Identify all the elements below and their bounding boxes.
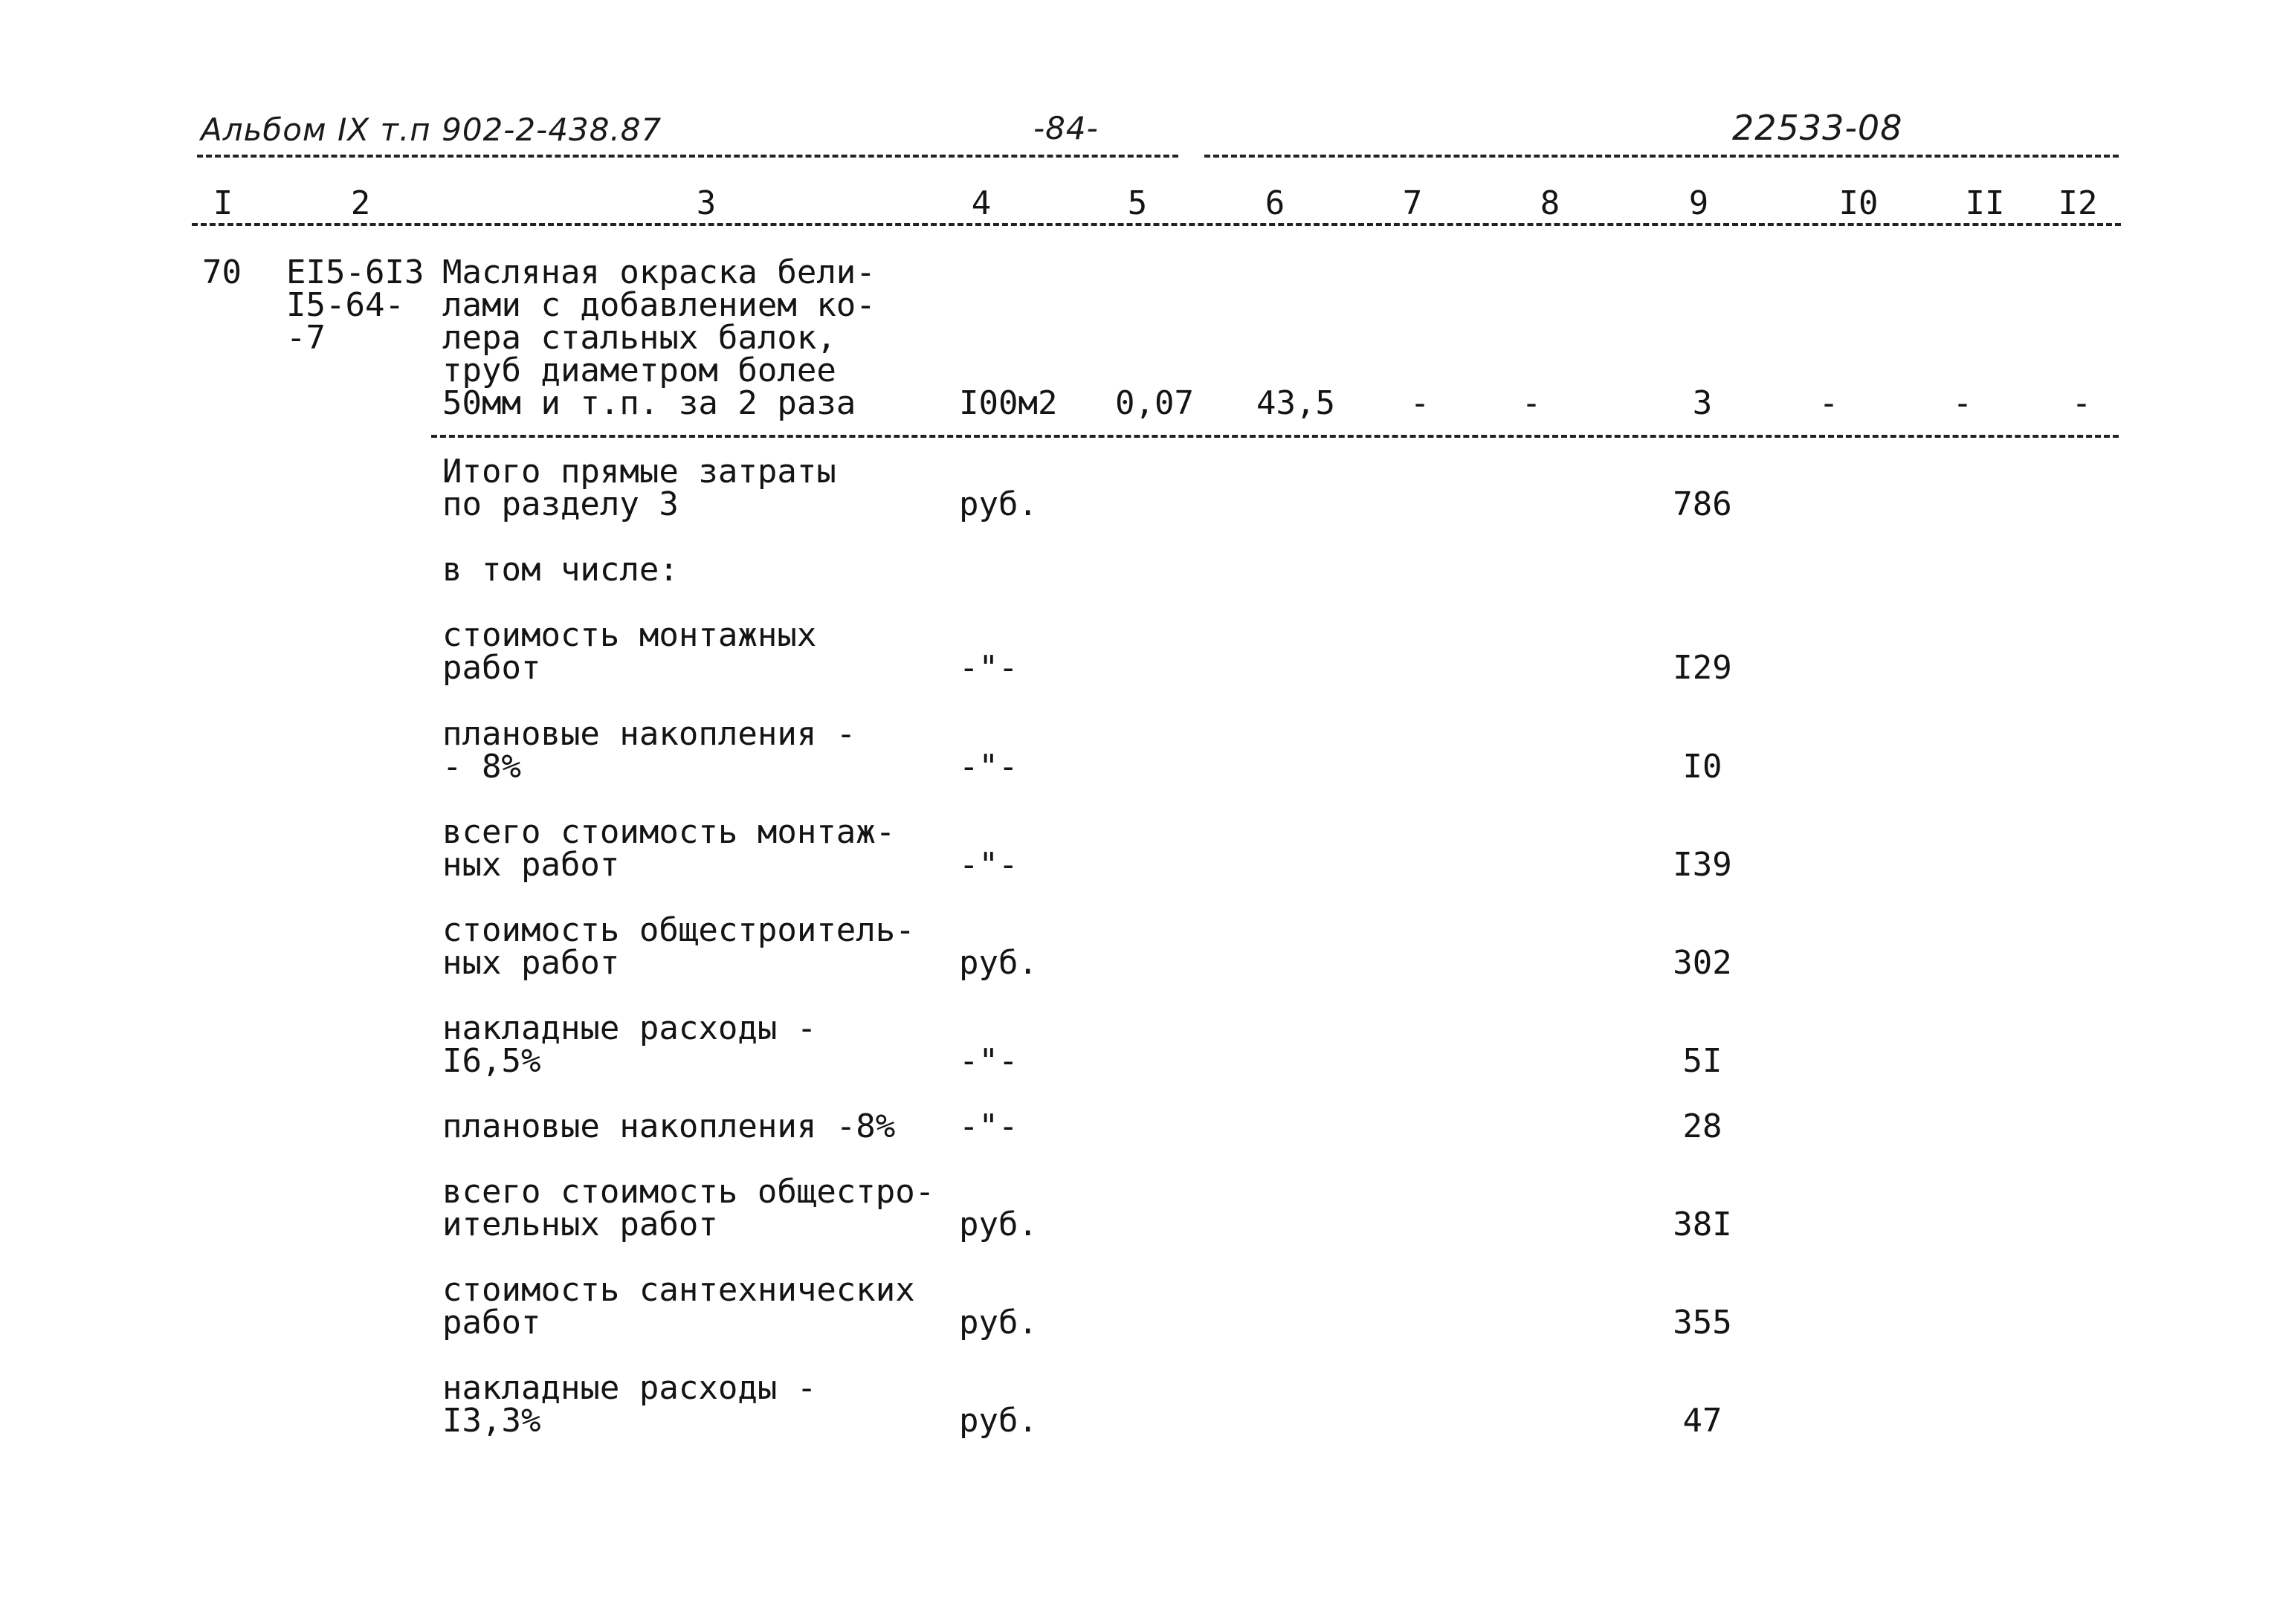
summary-label: по разделу 3 bbox=[442, 485, 679, 523]
summary-unit: -"- bbox=[959, 1042, 1018, 1080]
summary-label: Итого прямые затраты bbox=[442, 453, 836, 491]
column-header: 9 bbox=[1688, 184, 1709, 222]
item-col8: - bbox=[1521, 384, 1542, 422]
summary-value: I39 bbox=[1673, 846, 1732, 884]
summary-unit: -"- bbox=[959, 649, 1018, 687]
column-header: 5 bbox=[1127, 184, 1148, 222]
item-code: EI5-6I3 bbox=[286, 253, 424, 291]
summary-unit: -"- bbox=[959, 1107, 1018, 1145]
item-col12: - bbox=[2071, 384, 2092, 422]
summary-unit: руб. bbox=[959, 485, 1038, 523]
summary-value: 5I bbox=[1682, 1042, 1722, 1080]
summary-label: стоимость сантехнических bbox=[442, 1271, 915, 1309]
summary-label: накладные расходы - bbox=[442, 1009, 817, 1047]
item-number: 70 bbox=[202, 253, 242, 291]
summary-value: 38I bbox=[1673, 1206, 1732, 1243]
summary-value: 302 bbox=[1673, 944, 1732, 982]
summary-label: работ bbox=[442, 649, 541, 687]
album-reference: Альбом IX т.п 902-2-438.87 bbox=[201, 111, 662, 148]
item-code: -7 bbox=[286, 319, 326, 357]
item-unit: I00м2 bbox=[959, 384, 1058, 422]
item-description: Масляная окраска бели- bbox=[442, 253, 876, 291]
summary-value: 28 bbox=[1682, 1107, 1722, 1145]
summary-label: ительных работ bbox=[442, 1206, 718, 1243]
column-header: I2 bbox=[2058, 184, 2098, 222]
document-code: 22533-08 bbox=[1732, 108, 1903, 148]
summary-unit: руб. bbox=[959, 944, 1038, 982]
summary-label: ных работ bbox=[442, 944, 620, 982]
item-col10: - bbox=[1818, 384, 1839, 422]
column-header: 8 bbox=[1540, 184, 1560, 222]
summary-unit: -"- bbox=[959, 846, 1018, 884]
item-quantity: 0,07 bbox=[1115, 384, 1194, 422]
item-description: лера стальных балок, bbox=[442, 319, 836, 357]
summary-label: всего стоимость общестро- bbox=[442, 1173, 935, 1211]
summary-unit: руб. bbox=[959, 1206, 1038, 1243]
column-header: I0 bbox=[1838, 184, 1879, 222]
summary-label: работ bbox=[442, 1304, 541, 1342]
summary-label: плановые накопления - bbox=[442, 715, 856, 753]
column-header-rule bbox=[192, 223, 2121, 226]
summary-label: стоимость монтажных bbox=[442, 616, 817, 654]
summary-unit: руб. bbox=[959, 1304, 1038, 1342]
summary-label: стоимость общестроитель- bbox=[442, 911, 915, 949]
column-header: I bbox=[213, 184, 233, 222]
summary-label: в том числе: bbox=[442, 551, 679, 589]
item-description: труб диаметром более bbox=[442, 352, 836, 389]
column-header: 6 bbox=[1265, 184, 1285, 222]
summary-value: I0 bbox=[1682, 748, 1722, 786]
item-col11: - bbox=[1952, 384, 1973, 422]
summary-label: накладные расходы - bbox=[442, 1369, 817, 1407]
summary-label: I3,3% bbox=[442, 1402, 541, 1440]
summary-label: ных работ bbox=[442, 846, 620, 884]
summary-label: I6,5% bbox=[442, 1042, 541, 1080]
header-rule-left bbox=[197, 155, 1178, 158]
item-total: 3 bbox=[1692, 384, 1713, 422]
item-description: 50мм и т.п. за 2 раза bbox=[442, 384, 856, 422]
summary-value: I29 bbox=[1673, 649, 1732, 687]
summary-unit: руб. bbox=[959, 1402, 1038, 1440]
item-code: I5-64- bbox=[286, 286, 404, 324]
column-header: II bbox=[1965, 184, 2005, 222]
item-description: лами с добавлением ко- bbox=[442, 286, 876, 324]
summary-value: 786 bbox=[1673, 485, 1732, 523]
item-col7: - bbox=[1409, 384, 1430, 422]
item-rule bbox=[431, 435, 2119, 438]
summary-label: плановые накопления -8% bbox=[442, 1107, 896, 1145]
page-number: -84- bbox=[1033, 110, 1099, 146]
summary-label: всего стоимость монтаж- bbox=[442, 813, 896, 851]
column-header: 3 bbox=[696, 184, 717, 222]
column-header: 2 bbox=[350, 184, 371, 222]
summary-value: 355 bbox=[1673, 1304, 1732, 1342]
item-price: 43,5 bbox=[1256, 384, 1335, 422]
column-header: 4 bbox=[971, 184, 992, 222]
header-rule-right bbox=[1204, 155, 2119, 158]
summary-label: - 8% bbox=[442, 748, 521, 786]
summary-value: 47 bbox=[1682, 1402, 1722, 1440]
summary-unit: -"- bbox=[959, 748, 1018, 786]
column-header: 7 bbox=[1402, 184, 1423, 222]
